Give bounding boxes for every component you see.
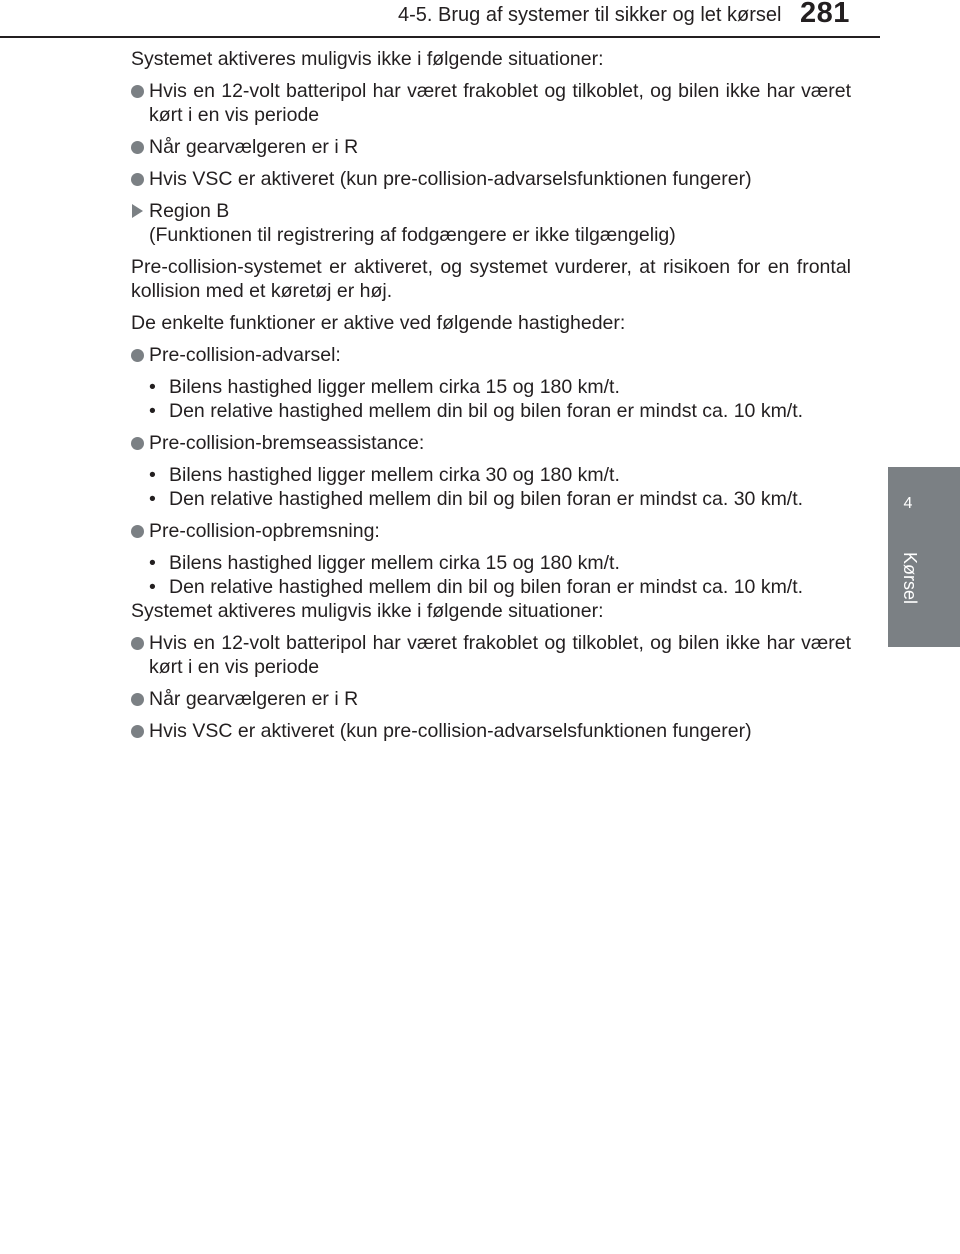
intro-text: Systemet aktiveres muligvis ikke i følgende situationer: — [131, 48, 604, 70]
chapter-label: Kørsel — [900, 552, 920, 605]
bullet-icon — [131, 725, 144, 738]
page-number: 281 — [800, 0, 850, 29]
paragraph: De enkelte funktioner er aktive ved følgende hastigheder: — [131, 312, 626, 334]
list-item-text: Hvis VSC er aktiveret (kun pre-collision-advarselsfunktionen fungerer) — [149, 720, 752, 742]
list-item — [131, 135, 851, 159]
sublist-item — [131, 399, 851, 423]
bullet-icon — [131, 693, 144, 706]
list-item — [131, 687, 851, 711]
sublist-item — [131, 487, 851, 511]
arrow-right-icon — [132, 204, 143, 218]
sublist — [131, 463, 851, 511]
function-title: Pre-collision-advarsel: — [149, 344, 341, 366]
list-item — [131, 167, 851, 191]
list-item-text: Hvis en 12-volt batteripol har været frakoblet og tilkoblet, og bilen ikke har været kørt i en vis periode — [149, 80, 851, 126]
bullet-icon — [131, 437, 144, 450]
function-item — [131, 431, 851, 455]
dot-icon: • — [149, 400, 156, 422]
list-item — [131, 631, 851, 679]
list-item — [131, 719, 851, 743]
dot-icon: • — [149, 488, 156, 510]
function-title: Pre-collision-opbremsning: — [149, 520, 380, 542]
paragraph: Pre-collision-systemet er aktiveret, og systemet vurderer, at risikoen for en frontal kollision med et køretøj er høj. — [131, 256, 851, 302]
function-item — [131, 343, 851, 367]
sublist-item — [131, 375, 851, 399]
sublist-item-text: Bilens hastighed ligger mellem cirka 30 og 180 km/t. — [169, 464, 620, 486]
header-rule — [0, 36, 880, 38]
region-subtitle: (Funktionen til registrering af fodgængere er ikke tilgængelig) — [149, 224, 676, 246]
section-title: 4-5. Brug af systemer til sikker og let kørsel — [398, 4, 782, 26]
bullet-icon — [131, 525, 144, 538]
sublist — [131, 375, 851, 423]
dot-icon: • — [149, 576, 156, 598]
chapter-number: 4 — [903, 495, 913, 512]
sublist-item-text: Bilens hastighed ligger mellem cirka 15 og 180 km/t. — [169, 376, 620, 398]
sublist-item — [131, 463, 851, 487]
bullet-icon — [131, 173, 144, 186]
intro-text: Systemet aktiveres muligvis ikke i følgende situationer: — [131, 600, 604, 622]
sublist-item-text: Den relative hastighed mellem din bil og bilen foran er mindst ca. 10 km/t. — [169, 576, 804, 598]
bullet-icon — [131, 141, 144, 154]
region-title: Region B — [149, 200, 230, 222]
sublist-item — [131, 575, 851, 599]
dot-icon: • — [149, 376, 156, 398]
page-content — [131, 47, 851, 751]
sublist — [131, 551, 851, 599]
function-title: Pre-collision-bremseassistance: — [149, 432, 425, 454]
sublist-item-text: Den relative hastighed mellem din bil og bilen foran er mindst ca. 30 km/t. — [169, 488, 804, 510]
region-heading — [131, 199, 851, 247]
list-item-text: Hvis VSC er aktiveret (kun pre-collision-advarselsfunktionen fungerer) — [149, 168, 752, 190]
dot-icon: • — [149, 464, 156, 486]
list-item-text: Hvis en 12-volt batteripol har været frakoblet og tilkoblet, og bilen ikke har været kørt i en vis periode — [149, 632, 851, 678]
list-item-text: Når gearvælgeren er i R — [149, 136, 359, 158]
chapter-tab — [888, 467, 960, 647]
bullet-icon — [131, 637, 144, 650]
sublist-item-text: Bilens hastighed ligger mellem cirka 15 og 180 km/t. — [169, 552, 620, 574]
bullet-icon — [131, 85, 144, 98]
function-item — [131, 519, 851, 543]
sublist-item — [131, 551, 851, 575]
page-header — [0, 0, 960, 40]
list-item — [131, 79, 851, 127]
dot-icon: • — [149, 552, 156, 574]
list-item-text: Når gearvælgeren er i R — [149, 688, 359, 710]
bullet-icon — [131, 349, 144, 362]
sublist-item-text: Den relative hastighed mellem din bil og bilen foran er mindst ca. 10 km/t. — [169, 400, 804, 422]
